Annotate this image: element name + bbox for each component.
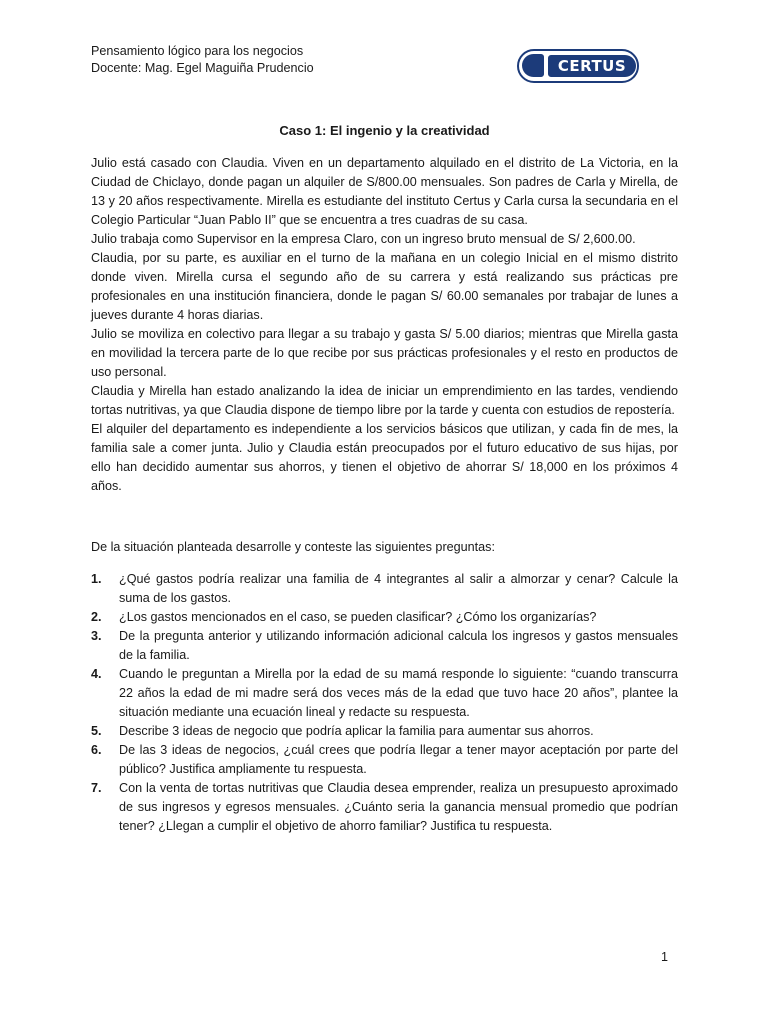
logo-cap-icon (522, 54, 544, 77)
question-text: ¿Qué gastos podría realizar una familia de 4 integrantes al salir a almorzar y cenar? Calcule la suma de los gastos. (119, 572, 678, 605)
question-text: Describe 3 ideas de negocio que podría aplicar la familia para aumentar sus ahorros. (119, 724, 594, 738)
header-text (91, 43, 314, 77)
question-number: 2. (91, 610, 102, 624)
questions-intro: De la situación planteada desarrolle y conteste las siguientes preguntas: (91, 540, 495, 554)
questions-list (91, 570, 678, 836)
question-item (91, 608, 678, 627)
course-name: Pensamiento lógico para los negocios (91, 44, 304, 58)
question-item (91, 722, 678, 741)
question-text: De la pregunta anterior y utilizando información adicional calcula los ingresos y gastos mensuales de la familia. (119, 629, 678, 662)
question-number: 4. (91, 667, 102, 681)
question-number: 6. (91, 743, 102, 757)
question-text: Cuando le preguntan a Mirella por la edad de su mamá responde lo siguiente: “cuando transcurra 22 años la edad de mi madre será dos veces más de la edad que tuvo hace 20 años”, plantee la situación mediante una ecuación lineal y redacte su respuesta. (119, 667, 678, 719)
question-item (91, 665, 678, 722)
certus-logo (517, 49, 639, 83)
page-header (91, 43, 681, 87)
page-number: 1 (660, 950, 668, 964)
paragraph: Julio se moviliza en colectivo para llegar a su trabajo y gasta S/ 5.00 diarios; mientras que Mirella gasta en movilidad la tercera parte de lo que recibe por sus prácticas profesionales y el resto en productos de uso personal. (91, 327, 678, 379)
paragraph: Claudia, por su parte, es auxiliar en el turno de la mañana en un colegio Inicial en el mismo distrito donde viven. Mirella cursa el segundo año de su carrera y está realizando sus prácticas pre profesionales en una institución financiera, donde le pagan S/ 60.00 semanales por trabajar de lunes a jueves durante 4 horas diarias. (91, 251, 678, 322)
question-number: 5. (91, 724, 102, 738)
logo-text: CERTUS (548, 55, 636, 77)
paragraph: Julio trabaja como Supervisor en la empresa Claro, con un ingreso bruto mensual de S/ 2,600.00. (91, 232, 636, 246)
paragraph: Julio está casado con Claudia. Viven en un departamento alquilado en el distrito de La Victoria, en la Ciudad de Chiclayo, donde pagan un alquiler de S/800.00 mensuales. Son padres de Carla y Mirella, de 13 y 20 años respectivamente. Mirella es estudiante del instituto Certus y Carla cursa la secundaria en el Colegio Particular “Juan Pablo II” que se encuentra a tres cuadras de su casa. (91, 156, 678, 227)
question-item (91, 741, 678, 779)
question-text: ¿Los gastos mencionados en el caso, se pueden clasificar? ¿Cómo los organizarías? (119, 610, 597, 624)
question-number: 1. (91, 572, 102, 586)
paragraph: El alquiler del departamento es independiente a los servicios básicos que utilizan, y cada fin de mes, la familia sale a comer junta. Julio y Claudia están preocupados por el futuro educativo de sus hijas, por ello han decidido aumentar sus ahorros, y tienen el objetivo de ahorrar S/ 18,000 en los próximos 4 años. (91, 422, 678, 493)
teacher-name: Docente: Mag. Egel Maguiña Prudencio (91, 61, 314, 75)
question-number: 3. (91, 629, 102, 643)
question-item (91, 627, 678, 665)
case-description (91, 154, 678, 496)
question-item (91, 779, 678, 836)
case-title: Caso 1: El ingenio y la creatividad (279, 123, 490, 138)
paragraph: Claudia y Mirella han estado analizando la idea de iniciar un emprendimiento en las tardes, vendiendo tortas nutritivas, ya que Claudia dispone de tiempo libre por la tarde y cuenta con estudios de repostería. (91, 384, 678, 417)
question-text: Con la venta de tortas nutritivas que Claudia desea emprender, realiza un presupuesto aproximado de sus ingresos y egresos mensuales. ¿Cuánto seria la ganancia mensual promedio que podrían tener? ¿Llegan a cumplir el objetivo de ahorro familiar? Justifica tu respuesta. (119, 781, 678, 833)
question-text: De las 3 ideas de negocios, ¿cuál crees que podría llegar a tener mayor aceptación por parte del público? Justifica ampliamente tu respuesta. (119, 743, 678, 776)
question-number: 7. (91, 781, 102, 795)
question-item (91, 570, 678, 608)
